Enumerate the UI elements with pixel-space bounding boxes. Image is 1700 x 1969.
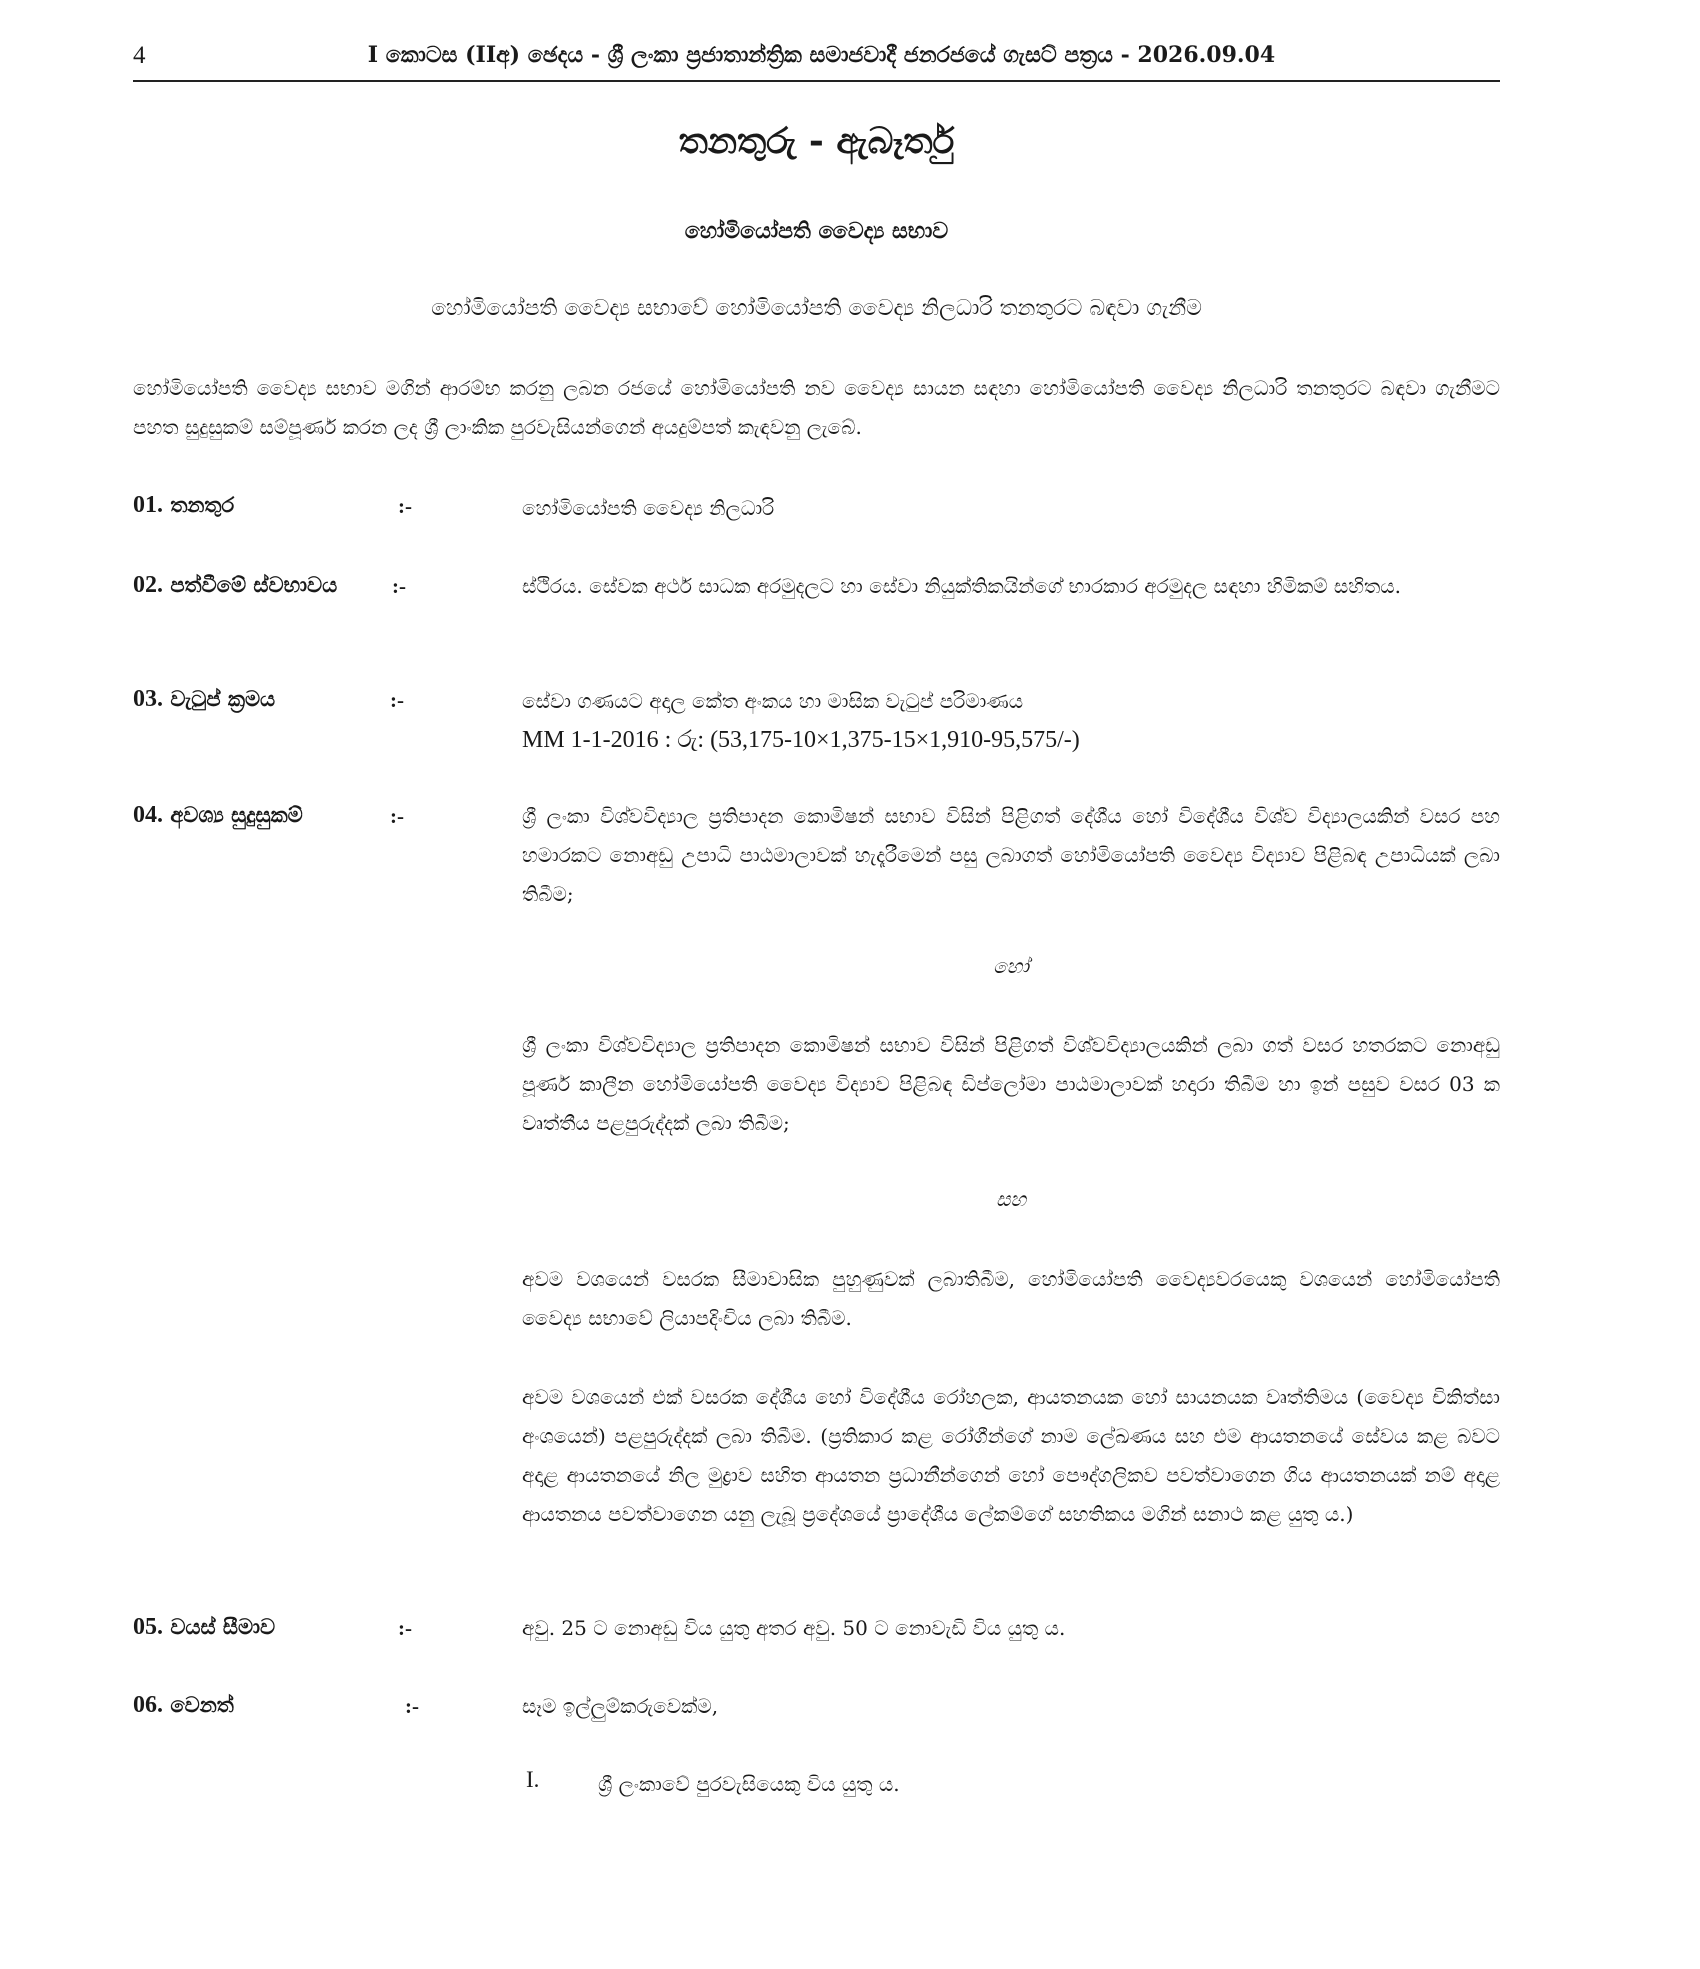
item-03-body — [522, 682, 1500, 760]
item-06-body: සෑම ඉල්ලුම්කරුවෙක්ම, — [522, 1694, 719, 1718]
item-02-separator: :- — [392, 574, 406, 598]
section-title: තනතුරු - ඇබෑර්තු — [678, 120, 955, 162]
item-05-number: 05. — [133, 1614, 163, 1640]
qualification-paragraph-1: ශ්‍රී ලංකා විශ්වවිද්‍යාල ප්‍රතිපාදන කොමිෂන් සභාව විසින් පිළිගත් දේශීය හෝ විදේශීය විශ්ව විද්‍යාලයකින් වසර පහ හමාරකට නොඅඩු උපාධි පාඨමාලාවක් හැදෑරීමෙන් පසු ලබාගත් හෝමියෝපති වෛද්‍ය විද්‍යාව පිළිබඳ උපාධියක් ලබා තිබීම; — [522, 804, 1500, 906]
qualification-paragraph-2: ශ්‍රී ලංකා විශ්වවිද්‍යාල ප්‍රතිපාදන කොමිෂන් සභාව විසින් පිළිගත් විශ්වවිද්‍යාලයකින් ලබා ගත් වසර හතරකට නොඅඩු පූර්ණ කාලීන හෝමියෝපති වෛද්‍ය විද්‍යාව පිළිබඳ ඩිප්ලෝමා පාඨමාලාවක් හදාරා තිබීම හා ඉන් පසුව වසර 03 ක වෘත්තීය පළපුරුද්දක් ලබා තිබීම; — [522, 1033, 1500, 1135]
item-04-label — [133, 802, 303, 829]
item-03-number: 03. — [133, 686, 163, 712]
item-05-title: වයස් සීමාව — [170, 1614, 276, 1639]
organization-name: හෝමියෝපති වෛද්‍ය සභාව — [684, 218, 949, 244]
item-06-label — [133, 1692, 234, 1719]
qualification-paragraph-4: අවම වශයෙන් එක් වසරක දේශීය හෝ විදේශීය රෝහලක, ආයතනයක හෝ සායනයක වෘත්තිමය (වෛද්‍ය චිකිත්සා අංශයෙන්) පළපුරුද්දක් ලබා තිබීම. (ප්‍රතිකාර කළ රෝගීන්ගේ නාම ලේඛණය සහ එම ආයතනයේ සේවය කළ බවට අදාළ ආයතනයේ නිල මුද්‍රාව සහිත ආයතන ප්‍රධානීන්ගෙන් හෝ පෞද්ගලිකව පවත්වාගෙන ගිය ආයතනයක් නම් අදාළ ආයතනය පවත්වාගෙන යනු ලැබූ ප්‍රදේශයේ ප්‍රාදේශීය ලේකම්ගේ සහතිකය මගින් සනාථ කළ යුතු ය.) — [522, 1385, 1500, 1526]
sub-item-numeral: I. — [526, 1767, 540, 1792]
item-02-body: ස්ථිරය. සේවක අර්ථ සාධක අරමුදලට හා සේවා නියුක්තිකයින්ගේ භාරකාර අරමුදල සඳහා හිමිකම් සහිතය. — [522, 574, 1402, 598]
header-rule — [133, 80, 1500, 82]
qualification-paragraph-3: අවම වශයෙන් වසරක සීමාවාසික පුහුණුවක් ලබාතිබීම, හෝමියෝපති වෛද්‍යවරයෙකු වශයෙන් හෝමියෝපති වෛද්‍ය සභාවේ ලියාපදිංචිය ලබා තිබීම. — [522, 1267, 1500, 1330]
salary-code-text: සේවා ගණයට අදාල කේත අංකය හා මාසික වැටුප් පරිමාණය — [522, 689, 1024, 713]
item-06-title: වෙනත් — [170, 1692, 234, 1717]
page-header — [133, 40, 1500, 84]
gazette-running-title: I කොටස (IIඅ) ඡෙදය - ශ්‍රී ලංකා ප්‍රජාතාන්ත්‍රික සමාජවාදී ජනරජයේ ගැසට් පත්‍රය - 2026.09.04 — [367, 42, 1276, 68]
item-01-number: 01. — [133, 492, 163, 518]
item-03-separator: :- — [390, 688, 404, 712]
item-01-label — [133, 492, 234, 519]
item-05-separator: :- — [398, 1616, 412, 1640]
item-04-number: 04. — [133, 802, 163, 828]
item-02-number: 02. — [133, 572, 163, 598]
item-05-body: අවු. 25 ට නොඅඩු විය යුතු අතර අවු. 50 ට නොවැඩි විය යුතු ය. — [522, 1616, 1066, 1640]
item-06-separator: :- — [405, 1694, 419, 1718]
item-05-label — [133, 1614, 275, 1641]
item-03-title: වැටුප් ක්‍රමය — [170, 686, 276, 711]
item-03-label — [133, 686, 275, 713]
item-04-separator: :- — [390, 804, 404, 828]
intro-paragraph: හෝමියෝපති වෛද්‍ය සභාව මගින් ආරම්භ කරනු ලබන රජයේ හෝමියෝපති නව වෛද්‍ය සායන සඳහා හෝමියෝපති වෛද්‍ය නිලධාරි තනතුරට බඳවා ගැනීමට පහත සුදුසුකම් සම්පූර්ණ කරන ලද ශ්‍රී ලාංකික පුරවැසියන්ගෙන් අයදුම්පත් කැඳවනු ලැබේ. — [133, 376, 1500, 439]
conjunction-and: සහ — [995, 1187, 1027, 1211]
conjunction-or: හෝ — [993, 954, 1029, 978]
item-02-label — [133, 572, 337, 599]
item-01-title: තනතුර — [170, 492, 235, 517]
item-01-separator: :- — [398, 494, 412, 518]
page-number: 4 — [133, 42, 146, 69]
notice-title: හෝමියෝපති වෛද්‍ය සභාවේ හෝමියෝපති වෛද්‍ය නිලධාරි තනතුරට බඳවා ගැනීම — [431, 296, 1202, 321]
item-06-number: 06. — [133, 1692, 163, 1718]
item-01-body: හෝමියෝපති වෛද්‍ය නිලධාරි — [522, 496, 775, 520]
sub-item-text: ශ්‍රී ලංකාවේ පුරවැසියෙකු විය යුතු ය. — [598, 1772, 900, 1796]
item-04-title: අවශ්‍ය සුදුසුකම් — [170, 802, 303, 827]
item-02-title: පත්වීමේ ස්වභාවය — [170, 572, 338, 597]
salary-scale: MM 1-1-2016 : රු: (53,175-10×1,375-15×1,910-95,575/-) — [522, 727, 1080, 753]
